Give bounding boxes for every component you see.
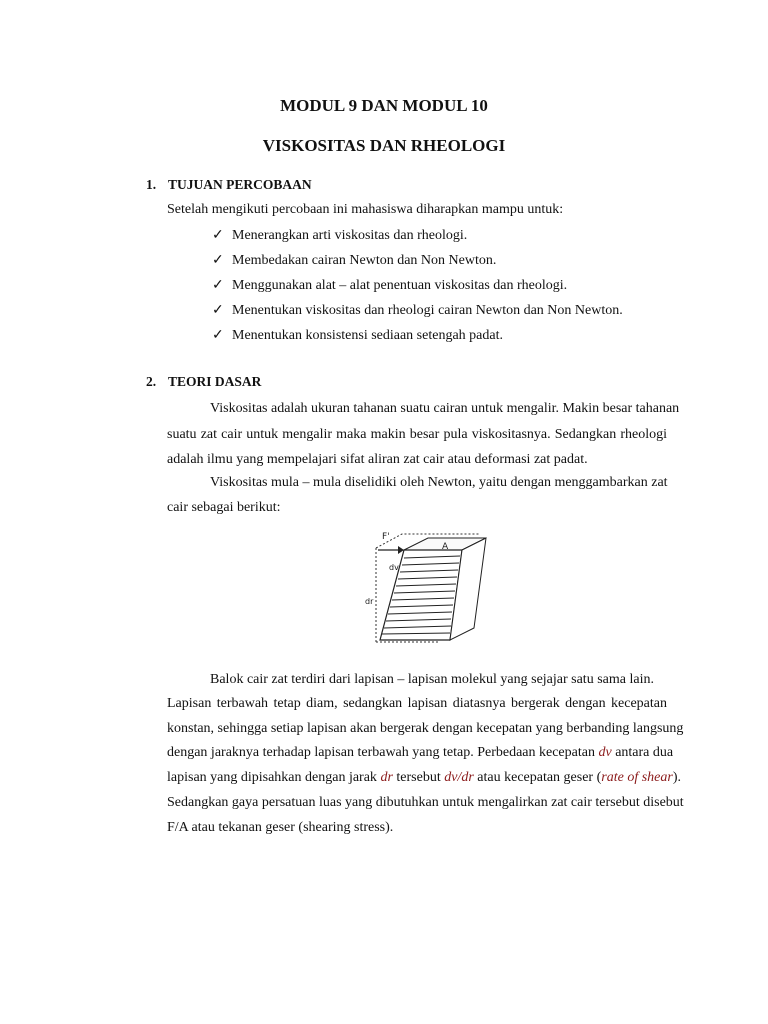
checkmark-icon: ✓ — [212, 228, 224, 243]
paragraph-line: cair sebagai berikut: — [167, 500, 281, 515]
section-1-number: 1. — [146, 177, 157, 192]
objective-item — [212, 227, 467, 244]
paragraph-line: Sedangkan gaya persatuan luas yang dibutuhkan untuk mengalirkan zat cair tersebut disebut — [167, 795, 684, 810]
figure-label-dr: dr — [365, 597, 374, 606]
figure-label-dv: dv — [389, 563, 399, 572]
paragraph-line: Balok cair zat terdiri dari lapisan – lapisan molekul yang sejajar satu sama lain. — [210, 672, 654, 687]
objective-text: Menentukan viskositas dan rheologi cairan Newton dan Non Newton. — [232, 303, 623, 318]
text-run: tersebut — [392, 770, 445, 785]
paragraph-line: konstan, sehingga setiap lapisan akan bergerak dengan kecepatan yang berbanding langsung — [167, 721, 684, 736]
objective-text: Menerangkan arti viskositas dan rheologi. — [232, 228, 468, 243]
text-run: ). — [672, 770, 681, 785]
module-subtitle: VISKOSITAS DAN RHEOLOGI — [262, 136, 506, 155]
checkmark-icon: ✓ — [212, 303, 224, 318]
term-rate-of-shear: rate of shear — [601, 770, 673, 785]
paragraph-line: F/A atau tekanan geser (shearing stress). — [167, 820, 394, 835]
term-dr: dr — [380, 770, 393, 785]
section-1-intro: Setelah mengikuti percobaan ini mahasiswa diharapkan mampu untuk: — [167, 202, 564, 217]
objective-item — [212, 327, 503, 344]
module-title: MODUL 9 DAN MODUL 10 — [280, 96, 488, 115]
term-dv-dr: dv/dr — [444, 770, 474, 785]
text-run: dengan jaraknya terhadap lapisan terbawah yang tetap. Perbedaan kecepatan — [167, 745, 599, 760]
paragraph-line: Viskositas mula – mula diselidiki oleh Newton, yaitu dengan menggambarkan zat — [210, 475, 668, 490]
paragraph-line: suatu zat cair untuk mengalir maka makin besar pula viskositasnya. Sedangkan rheologi — [167, 427, 667, 442]
objective-item — [212, 302, 623, 319]
objective-text: Membedakan cairan Newton dan Non Newton. — [232, 253, 497, 268]
term-dv: dv — [598, 745, 612, 760]
section-1-title: TUJUAN PERCOBAAN — [168, 177, 312, 192]
paragraph-line: Viskositas adalah ukuran tahanan suatu cairan untuk mengalir. Makin besar tahanan — [210, 401, 680, 416]
text-run: lapisan yang dipisahkan dengan jarak — [167, 770, 381, 785]
checkmark-icon: ✓ — [212, 253, 224, 268]
text-run: antara dua — [611, 745, 674, 760]
paragraph-line — [167, 745, 674, 761]
section-2-title: TEORI DASAR — [168, 374, 262, 389]
paragraph-line — [167, 770, 681, 786]
checkmark-icon: ✓ — [212, 278, 224, 293]
newton-shear-diagram — [362, 526, 502, 650]
checkmark-icon: ✓ — [212, 328, 224, 343]
figure-label-area: A — [442, 542, 449, 552]
objective-text: Menggunakan alat – alat penentuan viskositas dan rheologi. — [232, 278, 568, 293]
section-2-heading — [146, 374, 261, 390]
paragraph-line: Lapisan terbawah tetap diam, sedangkan lapisan diatasnya bergerak dengan kecepatan — [167, 696, 667, 711]
text-run: atau kecepatan geser ( — [473, 770, 602, 785]
objective-item — [212, 277, 567, 294]
figure-label-force: F' — [382, 532, 390, 542]
paragraph-line: adalah ilmu yang mempelajari sifat aliran zat cair atau deformasi zat padat. — [167, 452, 588, 467]
section-1-heading — [146, 177, 312, 193]
section-2-number: 2. — [146, 374, 157, 389]
objective-text: Menentukan konsistensi sediaan setengah padat. — [232, 328, 503, 343]
objective-item — [212, 252, 496, 269]
